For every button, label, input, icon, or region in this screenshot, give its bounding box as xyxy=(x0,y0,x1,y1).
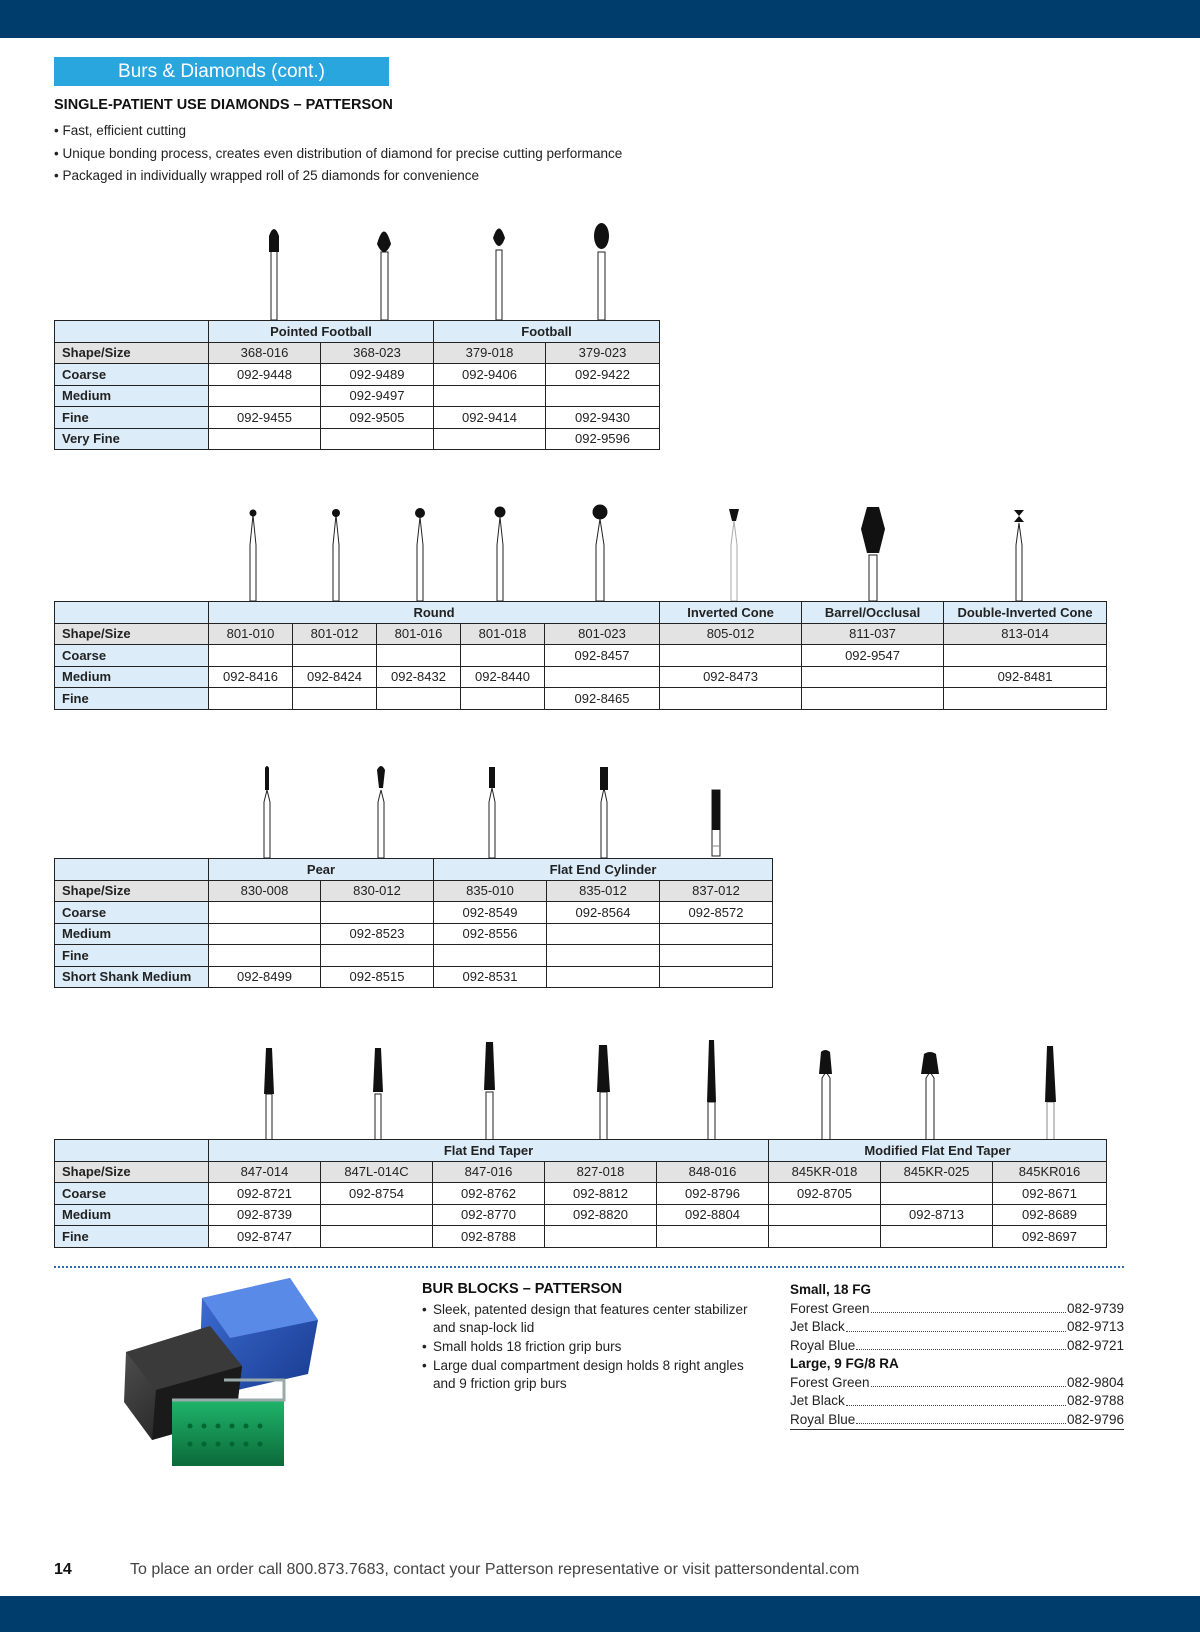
part-cell: 092-8465 xyxy=(545,688,660,710)
part-number: 082-9796 xyxy=(1066,1411,1124,1427)
order-line xyxy=(790,1392,1124,1411)
bur-845KR-018-icon xyxy=(819,1050,832,1140)
part-cell: 092-8705 xyxy=(769,1183,881,1205)
size-cell: 830-012 xyxy=(321,880,434,902)
leader-dots xyxy=(871,1300,1066,1314)
size-cell: 847-016 xyxy=(433,1161,545,1183)
part-number: 082-9721 xyxy=(1066,1337,1124,1353)
size-cell: 830-008 xyxy=(209,880,321,902)
part-cell xyxy=(545,666,660,688)
spec-table-1 xyxy=(54,320,660,450)
size-cell: 813-014 xyxy=(944,623,1107,645)
part-cell xyxy=(209,645,293,667)
bur-illustrations-4 xyxy=(0,1040,1200,1140)
part-cell: 092-8671 xyxy=(993,1183,1107,1205)
part-number: 082-9739 xyxy=(1066,1300,1124,1316)
part-cell xyxy=(461,688,545,710)
part-cell: 092-9414 xyxy=(434,407,546,429)
row-label: Shape/Size xyxy=(55,342,209,364)
part-cell: 092-8556 xyxy=(434,923,547,945)
row-label: Very Fine xyxy=(55,428,209,450)
part-cell xyxy=(660,645,802,667)
part-cell xyxy=(321,945,434,967)
part-cell xyxy=(881,1183,993,1205)
bur-845KR016-icon xyxy=(1045,1046,1056,1140)
part-cell xyxy=(434,428,546,450)
group-header: Football xyxy=(434,321,660,343)
spec-table-3 xyxy=(54,858,773,988)
size-cell: 801-023 xyxy=(545,623,660,645)
group-header: Flat End Cylinder xyxy=(434,859,773,881)
bur-801-023-icon xyxy=(593,505,608,602)
part-cell: 092-8689 xyxy=(993,1204,1107,1226)
part-cell: 092-8457 xyxy=(545,645,660,667)
part-cell xyxy=(769,1226,881,1248)
part-cell: 092-8549 xyxy=(434,902,547,924)
part-cell: 092-8820 xyxy=(545,1204,657,1226)
part-number: 082-9788 xyxy=(1066,1393,1124,1408)
part-cell xyxy=(547,945,660,967)
bur-847-014-icon xyxy=(264,1048,274,1140)
leader-dots xyxy=(856,1337,1066,1351)
row-label: Fine xyxy=(55,688,209,710)
leader-dots xyxy=(871,1374,1066,1388)
part-cell xyxy=(209,902,321,924)
group-header-empty xyxy=(55,602,209,624)
size-cell: 845KR-025 xyxy=(881,1161,993,1183)
bur-835-012-icon xyxy=(600,767,608,858)
small-size-heading: Small, 18 FG xyxy=(790,1282,872,1297)
bur-835-010-icon xyxy=(489,767,495,858)
row-label: Coarse xyxy=(55,1183,209,1205)
bur-illustrations-1 xyxy=(0,220,1200,320)
part-cell: 092-8788 xyxy=(433,1226,545,1248)
bur-blocks-bullet: • Small holds 18 friction grip burs xyxy=(422,1338,767,1356)
bur-illustrations-3 xyxy=(0,762,1200,858)
part-cell: 092-9455 xyxy=(209,407,321,429)
size-cell: 837-012 xyxy=(660,880,773,902)
part-cell: 092-8473 xyxy=(660,666,802,688)
part-cell: 092-9497 xyxy=(321,385,434,407)
part-cell xyxy=(547,966,660,988)
size-cell: 368-023 xyxy=(321,342,434,364)
bur-illustrations-2 xyxy=(0,505,1200,601)
part-cell: 092-8739 xyxy=(209,1204,321,1226)
part-cell: 092-8416 xyxy=(209,666,293,688)
part-cell xyxy=(209,385,321,407)
color-name: Forest Green xyxy=(790,1300,870,1316)
part-cell: 092-8796 xyxy=(657,1183,769,1205)
part-number: 082-9804 xyxy=(1066,1374,1124,1390)
part-cell xyxy=(209,688,293,710)
group-header: Modified Flat End Taper xyxy=(769,1140,1107,1162)
size-cell: 835-012 xyxy=(547,880,660,902)
large-size-heading: Large, 9 FG/8 RA xyxy=(790,1356,899,1371)
row-label: Coarse xyxy=(55,645,209,667)
bur-368-016-icon xyxy=(269,229,279,320)
bur-blocks-title: BUR BLOCKS – PATTERSON xyxy=(422,1281,623,1297)
order-line xyxy=(790,1318,1124,1337)
group-header-empty xyxy=(55,1140,209,1162)
bur-847-016-icon xyxy=(484,1042,495,1140)
section-tab: Burs & Diamonds (cont.) xyxy=(54,57,389,86)
row-label: Shape/Size xyxy=(55,1161,209,1183)
color-name: Royal Blue xyxy=(790,1337,856,1353)
bur-801-012-icon xyxy=(332,509,340,601)
part-cell xyxy=(545,1226,657,1248)
size-cell: 827-018 xyxy=(545,1161,657,1183)
size-cell: 379-018 xyxy=(434,342,546,364)
size-cell: 845KR016 xyxy=(993,1161,1107,1183)
group-header-empty xyxy=(55,321,209,343)
part-cell: 092-8481 xyxy=(944,666,1107,688)
bottom-banner xyxy=(0,1596,1200,1632)
bur-805-012-icon xyxy=(729,509,739,601)
leader-dots xyxy=(846,1392,1066,1406)
group-header: Round xyxy=(209,602,660,624)
bur-blocks-order-list xyxy=(790,1281,1124,1430)
part-cell xyxy=(547,923,660,945)
part-cell xyxy=(434,385,546,407)
leader-dots xyxy=(846,1318,1066,1332)
bur-845KR-025-icon xyxy=(921,1052,939,1140)
bur-827-018-icon xyxy=(597,1045,610,1140)
order-line xyxy=(790,1337,1124,1356)
part-cell: 092-8432 xyxy=(377,666,461,688)
color-name: Jet Black xyxy=(790,1319,845,1334)
row-label: Coarse xyxy=(55,902,209,924)
order-line xyxy=(790,1300,1124,1319)
part-cell: 092-8762 xyxy=(433,1183,545,1205)
part-cell xyxy=(321,902,434,924)
part-cell: 092-8531 xyxy=(434,966,547,988)
product-heading: SINGLE-PATIENT USE DIAMONDS – PATTERSON xyxy=(54,97,393,113)
section-divider xyxy=(54,1266,1124,1268)
part-cell xyxy=(377,645,461,667)
part-cell: 092-9430 xyxy=(546,407,660,429)
size-cell: 368-016 xyxy=(209,342,321,364)
bur-blocks-bullet: • Sleek, patented design that features center stabilizer and snap-lock lid xyxy=(422,1301,767,1337)
size-cell: 845KR-018 xyxy=(769,1161,881,1183)
part-cell: 092-8804 xyxy=(657,1204,769,1226)
part-cell: 092-8713 xyxy=(881,1204,993,1226)
row-label: Medium xyxy=(55,385,209,407)
leader-dots xyxy=(856,1411,1066,1425)
part-cell: 092-9505 xyxy=(321,407,434,429)
part-cell xyxy=(660,945,773,967)
part-cell xyxy=(660,966,773,988)
part-cell xyxy=(209,923,321,945)
part-cell xyxy=(660,688,802,710)
bur-813-014-icon xyxy=(1014,510,1024,601)
bur-830-008-icon xyxy=(264,766,270,858)
part-cell xyxy=(321,1226,433,1248)
row-label: Fine xyxy=(55,407,209,429)
part-cell xyxy=(660,923,773,945)
top-banner xyxy=(0,0,1200,38)
part-cell: 092-8721 xyxy=(209,1183,321,1205)
bur-830-012-icon xyxy=(377,766,385,858)
spec-table-4 xyxy=(54,1139,1107,1248)
part-cell: 092-8564 xyxy=(547,902,660,924)
group-header: Barrel/Occlusal xyxy=(802,602,944,624)
size-cell: 801-018 xyxy=(461,623,545,645)
row-label: Shape/Size xyxy=(55,623,209,645)
part-cell xyxy=(769,1204,881,1226)
group-header: Flat End Taper xyxy=(209,1140,769,1162)
part-cell xyxy=(461,645,545,667)
bur-379-023-icon xyxy=(594,223,609,320)
size-cell: 811-037 xyxy=(802,623,944,645)
size-cell: 847-014 xyxy=(209,1161,321,1183)
row-label: Fine xyxy=(55,945,209,967)
part-cell xyxy=(293,688,377,710)
order-line xyxy=(790,1374,1124,1393)
row-label: Medium xyxy=(55,1204,209,1226)
part-cell: 092-9489 xyxy=(321,364,434,386)
size-cell: 801-010 xyxy=(209,623,293,645)
spec-table-2 xyxy=(54,601,1107,710)
part-cell: 092-8747 xyxy=(209,1226,321,1248)
group-header-empty xyxy=(55,859,209,881)
part-cell: 092-9422 xyxy=(546,364,660,386)
part-cell xyxy=(802,666,944,688)
size-cell: 379-023 xyxy=(546,342,660,364)
part-cell: 092-9406 xyxy=(434,364,546,386)
group-header: Inverted Cone xyxy=(660,602,802,624)
order-line xyxy=(790,1411,1124,1431)
part-cell: 092-8770 xyxy=(433,1204,545,1226)
bur-811-037-icon xyxy=(861,507,885,601)
bur-837-012-icon xyxy=(712,790,720,856)
bur-801-016-icon xyxy=(415,508,425,601)
group-header: Double-Inverted Cone xyxy=(944,602,1107,624)
part-cell: 092-9596 xyxy=(546,428,660,450)
bur-blocks-bullet: • Large dual compartment design holds 8 right angles and 9 friction grip burs xyxy=(422,1357,767,1393)
feature-bullet: • Unique bonding process, creates even distribution of diamond for precise cutting performance xyxy=(54,143,622,166)
part-cell xyxy=(209,945,321,967)
part-cell xyxy=(293,645,377,667)
part-cell: 092-8572 xyxy=(660,902,773,924)
bur-block-product-image xyxy=(120,1276,330,1472)
part-cell xyxy=(434,945,547,967)
bur-848-016-icon xyxy=(707,1040,716,1140)
part-cell: 092-8440 xyxy=(461,666,545,688)
part-cell: 092-8697 xyxy=(993,1226,1107,1248)
part-cell: 092-8523 xyxy=(321,923,434,945)
bur-801-018-icon xyxy=(495,507,506,602)
part-cell xyxy=(802,688,944,710)
feature-bullet: • Packaged in individually wrapped roll of 25 diamonds for convenience xyxy=(54,165,622,188)
page-number: 14 xyxy=(54,1561,72,1578)
row-label: Coarse xyxy=(55,364,209,386)
row-label: Medium xyxy=(55,666,209,688)
size-cell: 847L-014C xyxy=(321,1161,433,1183)
color-name: Jet Black xyxy=(790,1393,845,1408)
bur-blocks-bullets xyxy=(422,1301,767,1394)
size-cell: 801-016 xyxy=(377,623,461,645)
row-label: Medium xyxy=(55,923,209,945)
part-cell xyxy=(321,1204,433,1226)
part-cell xyxy=(377,688,461,710)
part-cell: 092-9448 xyxy=(209,364,321,386)
part-cell: 092-8754 xyxy=(321,1183,433,1205)
row-label: Short Shank Medium xyxy=(55,966,209,988)
size-cell: 805-012 xyxy=(660,623,802,645)
bur-379-018-icon xyxy=(493,229,505,321)
part-cell xyxy=(657,1226,769,1248)
bur-801-010-icon xyxy=(250,510,257,602)
part-cell: 092-8499 xyxy=(209,966,321,988)
part-cell xyxy=(944,688,1107,710)
part-cell: 092-8424 xyxy=(293,666,377,688)
bur-847L-014C-icon xyxy=(373,1048,383,1140)
bur-368-023-icon xyxy=(377,232,391,321)
part-cell: 092-8515 xyxy=(321,966,434,988)
part-cell: 092-8812 xyxy=(545,1183,657,1205)
row-label: Fine xyxy=(55,1226,209,1248)
part-cell xyxy=(209,428,321,450)
size-cell: 835-010 xyxy=(434,880,547,902)
part-cell xyxy=(944,645,1107,667)
part-cell xyxy=(881,1226,993,1248)
color-name: Forest Green xyxy=(790,1374,870,1390)
feature-bullet: • Fast, efficient cutting xyxy=(54,120,622,143)
part-cell xyxy=(546,385,660,407)
part-number: 082-9713 xyxy=(1066,1319,1124,1334)
color-name: Royal Blue xyxy=(790,1411,856,1427)
footer-order-info: To place an order call 800.873.7683, contact your Patterson representative or visit pattersondental.com xyxy=(130,1561,860,1578)
part-cell xyxy=(321,428,434,450)
size-cell: 801-012 xyxy=(293,623,377,645)
group-header: Pear xyxy=(209,859,434,881)
part-cell: 092-9547 xyxy=(802,645,944,667)
group-header: Pointed Football xyxy=(209,321,434,343)
feature-bullets xyxy=(54,120,622,188)
row-label: Shape/Size xyxy=(55,880,209,902)
size-cell: 848-016 xyxy=(657,1161,769,1183)
